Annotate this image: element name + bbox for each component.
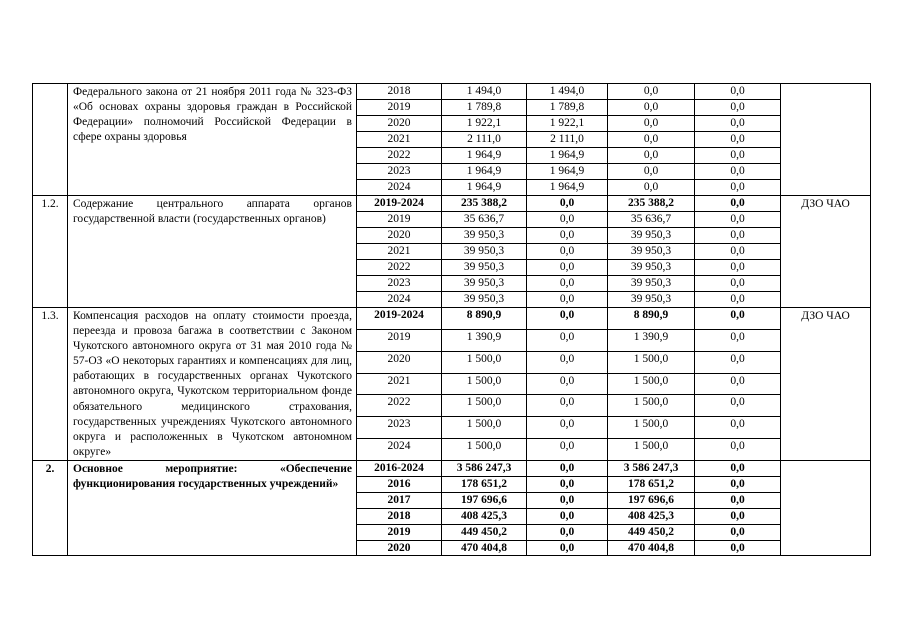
regional-budget-cell: 0,0 <box>608 132 695 148</box>
federal-budget-cell: 1 964,9 <box>527 180 608 196</box>
regional-budget-cell: 0,0 <box>608 84 695 100</box>
period-cell: 2019 <box>357 329 442 351</box>
total-cell: 1 500,0 <box>442 395 527 417</box>
period-cell: 2020 <box>357 116 442 132</box>
budget-table <box>32 83 871 556</box>
regional-budget-cell: 0,0 <box>608 100 695 116</box>
federal-budget-cell: 1 964,9 <box>527 148 608 164</box>
federal-budget-cell: 1 922,1 <box>527 116 608 132</box>
period-cell: 2017 <box>357 492 442 508</box>
item-description: Содержание центрального аппарата органов государственной власти (государственных органов) <box>68 196 357 308</box>
total-cell: 1 500,0 <box>442 417 527 439</box>
total-cell: 197 696,6 <box>442 492 527 508</box>
table-row <box>33 460 871 476</box>
total-cell: 1 922,1 <box>442 116 527 132</box>
total-cell: 35 636,7 <box>442 212 527 228</box>
period-cell: 2020 <box>357 540 442 555</box>
federal-budget-cell: 0,0 <box>527 351 608 373</box>
regional-budget-cell: 39 950,3 <box>608 244 695 260</box>
other-sources-cell: 0,0 <box>695 540 781 555</box>
other-sources-cell: 0,0 <box>695 524 781 540</box>
regional-budget-cell: 235 388,2 <box>608 196 695 212</box>
period-cell: 2022 <box>357 395 442 417</box>
item-description: Федерального закона от 21 ноября 2011 года № 323-ФЗ «Об основах охраны здоровья граждан в Российской Федерации» полномочий Российской Федерации в сфере охраны здоровья <box>68 84 357 196</box>
period-cell: 2022 <box>357 148 442 164</box>
total-cell: 39 950,3 <box>442 276 527 292</box>
other-sources-cell: 0,0 <box>695 148 781 164</box>
federal-budget-cell: 0,0 <box>527 260 608 276</box>
total-cell: 39 950,3 <box>442 228 527 244</box>
total-cell: 235 388,2 <box>442 196 527 212</box>
federal-budget-cell: 0,0 <box>527 228 608 244</box>
federal-budget-cell: 1 494,0 <box>527 84 608 100</box>
period-cell: 2019 <box>357 524 442 540</box>
period-cell: 2020 <box>357 351 442 373</box>
period-cell: 2021 <box>357 132 442 148</box>
responsible-executor: ДЗО ЧАО <box>781 196 871 308</box>
other-sources-cell: 0,0 <box>695 329 781 351</box>
other-sources-cell: 0,0 <box>695 308 781 330</box>
total-cell: 1 500,0 <box>442 351 527 373</box>
total-cell: 470 404,8 <box>442 540 527 555</box>
item-number: 1.3. <box>33 308 68 461</box>
other-sources-cell: 0,0 <box>695 260 781 276</box>
table-row <box>33 308 871 330</box>
period-cell: 2020 <box>357 228 442 244</box>
other-sources-cell: 0,0 <box>695 84 781 100</box>
item-number <box>33 84 68 196</box>
period-cell: 2024 <box>357 439 442 461</box>
other-sources-cell: 0,0 <box>695 508 781 524</box>
other-sources-cell: 0,0 <box>695 476 781 492</box>
other-sources-cell: 0,0 <box>695 164 781 180</box>
federal-budget-cell: 0,0 <box>527 540 608 555</box>
period-cell: 2019 <box>357 100 442 116</box>
other-sources-cell: 0,0 <box>695 351 781 373</box>
other-sources-cell: 0,0 <box>695 180 781 196</box>
other-sources-cell: 0,0 <box>695 212 781 228</box>
total-cell: 449 450,2 <box>442 524 527 540</box>
federal-budget-cell: 0,0 <box>527 417 608 439</box>
regional-budget-cell: 449 450,2 <box>608 524 695 540</box>
other-sources-cell: 0,0 <box>695 373 781 395</box>
federal-budget-cell: 0,0 <box>527 524 608 540</box>
period-cell: 2016 <box>357 476 442 492</box>
regional-budget-cell: 0,0 <box>608 148 695 164</box>
item-description: Компенсация расходов на оплату стоимости проезда, переезда и провоза багажа в соответствии с Законом Чукотского автономного округа от 31 мая 2010 года № 57-ОЗ «О некоторых гарантиях и компенсациях для лиц, работающих в государственных органах Чукотского автономного округа, Чукотском территориальном фонде обязательного медицинского страхования, государственных учреждениях Чукотского автономного округа и расположенных в Чукотском автономном округе» <box>68 308 357 461</box>
other-sources-cell: 0,0 <box>695 116 781 132</box>
total-cell: 1 500,0 <box>442 373 527 395</box>
federal-budget-cell: 1 789,8 <box>527 100 608 116</box>
responsible-executor: ДЗО ЧАО <box>781 308 871 461</box>
other-sources-cell: 0,0 <box>695 196 781 212</box>
item-number: 2. <box>33 460 68 555</box>
regional-budget-cell: 197 696,6 <box>608 492 695 508</box>
federal-budget-cell: 0,0 <box>527 395 608 417</box>
total-cell: 1 494,0 <box>442 84 527 100</box>
federal-budget-cell: 2 111,0 <box>527 132 608 148</box>
federal-budget-cell: 0,0 <box>527 212 608 228</box>
item-description: Основное мероприятие: «Обеспечение функционирования государственных учреждений» <box>68 460 357 555</box>
federal-budget-cell: 0,0 <box>527 329 608 351</box>
other-sources-cell: 0,0 <box>695 100 781 116</box>
other-sources-cell: 0,0 <box>695 292 781 308</box>
regional-budget-cell: 1 500,0 <box>608 373 695 395</box>
table-row <box>33 196 871 212</box>
regional-budget-cell: 1 500,0 <box>608 395 695 417</box>
other-sources-cell: 0,0 <box>695 439 781 461</box>
total-cell: 8 890,9 <box>442 308 527 330</box>
period-cell: 2016-2024 <box>357 460 442 476</box>
regional-budget-cell: 178 651,2 <box>608 476 695 492</box>
period-cell: 2023 <box>357 164 442 180</box>
regional-budget-cell: 1 500,0 <box>608 417 695 439</box>
total-cell: 1 964,9 <box>442 164 527 180</box>
federal-budget-cell: 0,0 <box>527 276 608 292</box>
other-sources-cell: 0,0 <box>695 244 781 260</box>
federal-budget-cell: 0,0 <box>527 373 608 395</box>
total-cell: 39 950,3 <box>442 244 527 260</box>
total-cell: 39 950,3 <box>442 260 527 276</box>
period-cell: 2021 <box>357 373 442 395</box>
regional-budget-cell: 35 636,7 <box>608 212 695 228</box>
federal-budget-cell: 0,0 <box>527 460 608 476</box>
item-number: 1.2. <box>33 196 68 308</box>
table-row <box>33 84 871 100</box>
federal-budget-cell: 0,0 <box>527 492 608 508</box>
total-cell: 2 111,0 <box>442 132 527 148</box>
federal-budget-cell: 0,0 <box>527 292 608 308</box>
regional-budget-cell: 408 425,3 <box>608 508 695 524</box>
period-cell: 2024 <box>357 292 442 308</box>
other-sources-cell: 0,0 <box>695 395 781 417</box>
total-cell: 1 390,9 <box>442 329 527 351</box>
regional-budget-cell: 3 586 247,3 <box>608 460 695 476</box>
period-cell: 2022 <box>357 260 442 276</box>
federal-budget-cell: 1 964,9 <box>527 164 608 180</box>
regional-budget-cell: 39 950,3 <box>608 228 695 244</box>
period-cell: 2018 <box>357 508 442 524</box>
other-sources-cell: 0,0 <box>695 460 781 476</box>
regional-budget-cell: 8 890,9 <box>608 308 695 330</box>
other-sources-cell: 0,0 <box>695 492 781 508</box>
period-cell: 2018 <box>357 84 442 100</box>
federal-budget-cell: 0,0 <box>527 308 608 330</box>
total-cell: 1 964,9 <box>442 180 527 196</box>
period-cell: 2021 <box>357 244 442 260</box>
regional-budget-cell: 470 404,8 <box>608 540 695 555</box>
responsible-executor <box>781 460 871 555</box>
other-sources-cell: 0,0 <box>695 276 781 292</box>
period-cell: 2019-2024 <box>357 308 442 330</box>
period-cell: 2024 <box>357 180 442 196</box>
other-sources-cell: 0,0 <box>695 228 781 244</box>
regional-budget-cell: 39 950,3 <box>608 292 695 308</box>
federal-budget-cell: 0,0 <box>527 244 608 260</box>
total-cell: 178 651,2 <box>442 476 527 492</box>
responsible-executor <box>781 84 871 196</box>
total-cell: 1 789,8 <box>442 100 527 116</box>
regional-budget-cell: 0,0 <box>608 116 695 132</box>
federal-budget-cell: 0,0 <box>527 439 608 461</box>
other-sources-cell: 0,0 <box>695 132 781 148</box>
regional-budget-cell: 0,0 <box>608 164 695 180</box>
period-cell: 2023 <box>357 276 442 292</box>
regional-budget-cell: 1 500,0 <box>608 351 695 373</box>
total-cell: 408 425,3 <box>442 508 527 524</box>
regional-budget-cell: 1 390,9 <box>608 329 695 351</box>
total-cell: 1 500,0 <box>442 439 527 461</box>
regional-budget-cell: 0,0 <box>608 180 695 196</box>
federal-budget-cell: 0,0 <box>527 508 608 524</box>
other-sources-cell: 0,0 <box>695 417 781 439</box>
regional-budget-cell: 39 950,3 <box>608 276 695 292</box>
period-cell: 2019-2024 <box>357 196 442 212</box>
regional-budget-cell: 39 950,3 <box>608 260 695 276</box>
table-body <box>33 84 871 556</box>
total-cell: 39 950,3 <box>442 292 527 308</box>
period-cell: 2023 <box>357 417 442 439</box>
regional-budget-cell: 1 500,0 <box>608 439 695 461</box>
total-cell: 3 586 247,3 <box>442 460 527 476</box>
federal-budget-cell: 0,0 <box>527 476 608 492</box>
total-cell: 1 964,9 <box>442 148 527 164</box>
federal-budget-cell: 0,0 <box>527 196 608 212</box>
period-cell: 2019 <box>357 212 442 228</box>
